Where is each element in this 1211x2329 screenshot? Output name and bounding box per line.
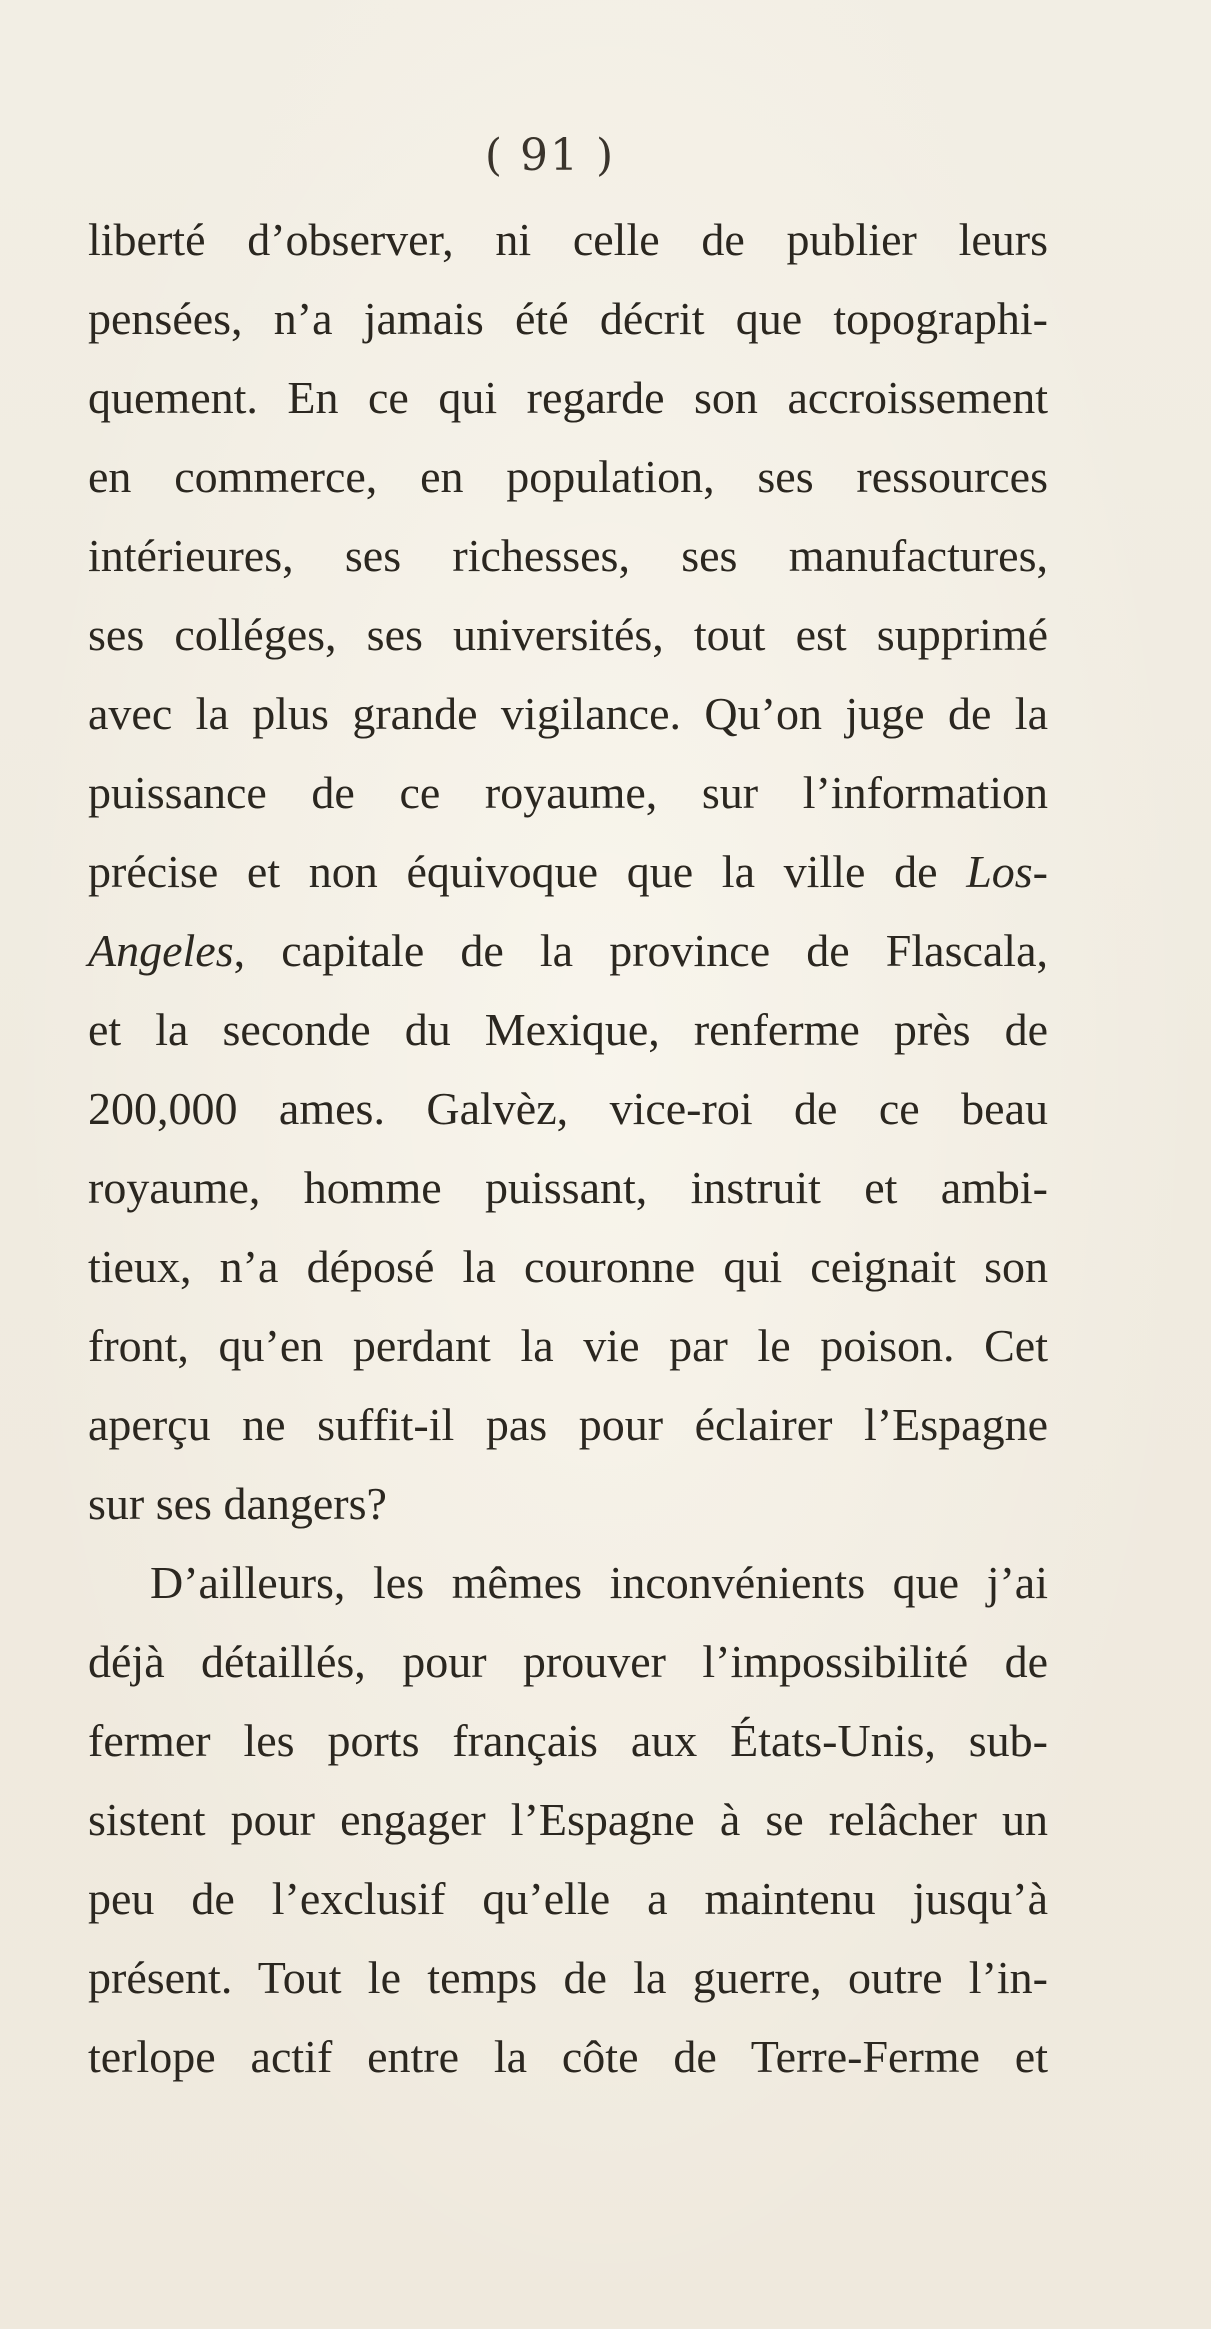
text-line: et la seconde du Mexique, renferme près de xyxy=(88,1004,1048,1055)
text-line: front, qu’en perdant la vie par le poison. Cet xyxy=(88,1320,1048,1371)
text-line: royaume, homme puissant, instruit et ambi- xyxy=(88,1162,1048,1213)
text-line: en commerce, en population, ses ressources xyxy=(88,451,1048,502)
text-line: puissance de ce royaume, sur l’information xyxy=(88,767,1048,818)
body-text xyxy=(88,200,1048,2096)
text-line: sistent pour engager l’Espagne à se relâcher un xyxy=(88,1794,1048,1845)
text-line: présent. Tout le temps de la guerre, outre l’in- xyxy=(88,1952,1048,2003)
text-line: peu de l’exclusif qu’elle a maintenu jusqu’à xyxy=(88,1873,1048,1924)
text-run: précise et non équivoque que la ville de xyxy=(88,846,967,897)
text-line: aperçu ne suffit-il pas pour éclairer l’Espagne xyxy=(88,1399,1048,1450)
text-line: quement. En ce qui regarde son accroissement xyxy=(88,372,1048,423)
text-line: avec la plus grande vigilance. Qu’on juge de la xyxy=(88,688,1048,739)
text-line: fermer les ports français aux États-Unis, sub- xyxy=(88,1715,1048,1766)
text-line: ses colléges, ses universités, tout est supprimé xyxy=(88,609,1048,660)
italic-place-name: Angeles xyxy=(88,925,234,976)
text-line: 200,000 ames. Galvèz, vice-roi de ce beau xyxy=(88,1083,1048,1134)
text-line: sur ses dangers? xyxy=(88,1478,387,1529)
text-line xyxy=(88,911,1048,990)
text-line: terlope actif entre la côte de Terre-Ferme et xyxy=(88,2031,1048,2082)
text-line: D’ailleurs, les mêmes inconvénients que j’ai xyxy=(150,1557,1048,1608)
text-line xyxy=(88,832,1048,911)
text-line: pensées, n’a jamais été décrit que topographi- xyxy=(88,293,1048,344)
page-number: ( 91 ) xyxy=(484,130,616,181)
text-line: liberté d’observer, ni celle de publier leurs xyxy=(88,214,1048,265)
text-line: tieux, n’a déposé la couronne qui ceignait son xyxy=(88,1241,1048,1292)
text-line: déjà détaillés, pour prouver l’impossibilité de xyxy=(88,1636,1048,1687)
italic-place-name: Los- xyxy=(966,846,1048,897)
text-line: intérieures, ses richesses, ses manufactures, xyxy=(88,530,1048,581)
text-run: , capitale de la province de Flascala, xyxy=(233,925,1048,976)
